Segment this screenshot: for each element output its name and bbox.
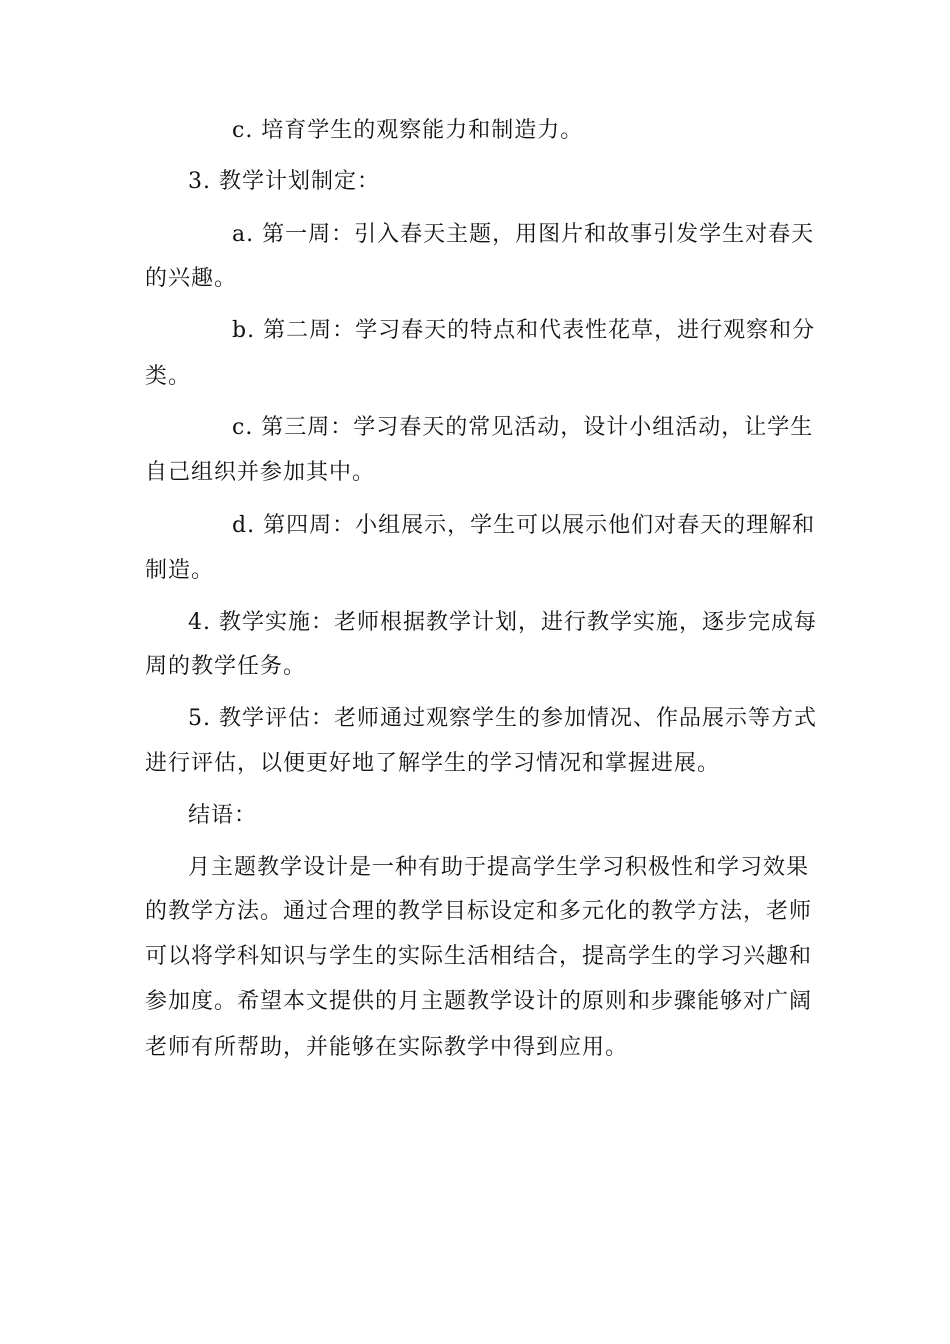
item-c-goal: c. 培育学生的观察能力和制造力。 [232, 118, 584, 143]
section-4-line-2: 周的教学任务。 [145, 654, 307, 679]
section-5-line-1: 5. 教学评估：老师通过观察学生的参加情况、作品展示等方式 [188, 706, 817, 731]
week-3-line-2: 自己组织并参加其中。 [145, 460, 376, 485]
week-2-line-2: 类。 [145, 364, 192, 389]
conclusion-line-5: 老师有所帮助，并能够在实际教学中得到应用。 [145, 1035, 629, 1060]
week-4-line-2: 制造。 [145, 558, 215, 583]
week-4-line-1: d. 第四周：小组展示，学生可以展示他们对春天的理解和 [232, 513, 816, 538]
conclusion-heading: 结语： [188, 803, 258, 828]
week-3-line-1: c. 第三周：学习春天的常见活动，设计小组活动，让学生 [232, 415, 814, 440]
section-4-line-1: 4. 教学实施：老师根据教学计划，进行教学实施，逐步完成每 [188, 610, 817, 635]
week-2-line-1: b. 第二周：学习春天的特点和代表性花草，进行观察和分 [232, 318, 816, 343]
conclusion-line-4: 参加度。希望本文提供的月主题教学设计的原则和步骤能够对广阔 [145, 989, 813, 1014]
section-3-heading: 3. 教学计划制定： [188, 169, 380, 194]
conclusion-line-2: 的教学方法。通过合理的教学目标设定和多元化的教学方法，老师 [145, 899, 813, 924]
section-5-line-2: 进行评估，以便更好地了解学生的学习情况和掌握进展。 [145, 751, 721, 776]
week-1-line-1: a. 第一周：引入春天主题，用图片和故事引发学生对春天 [232, 222, 815, 247]
conclusion-line-1: 月主题教学设计是一种有助于提高学生学习积极性和学习效果 [188, 855, 810, 880]
week-1-line-2: 的兴趣。 [145, 266, 238, 291]
conclusion-line-3: 可以将学科知识与学生的实际生活相结合，提高学生的学习兴趣和 [145, 944, 813, 969]
